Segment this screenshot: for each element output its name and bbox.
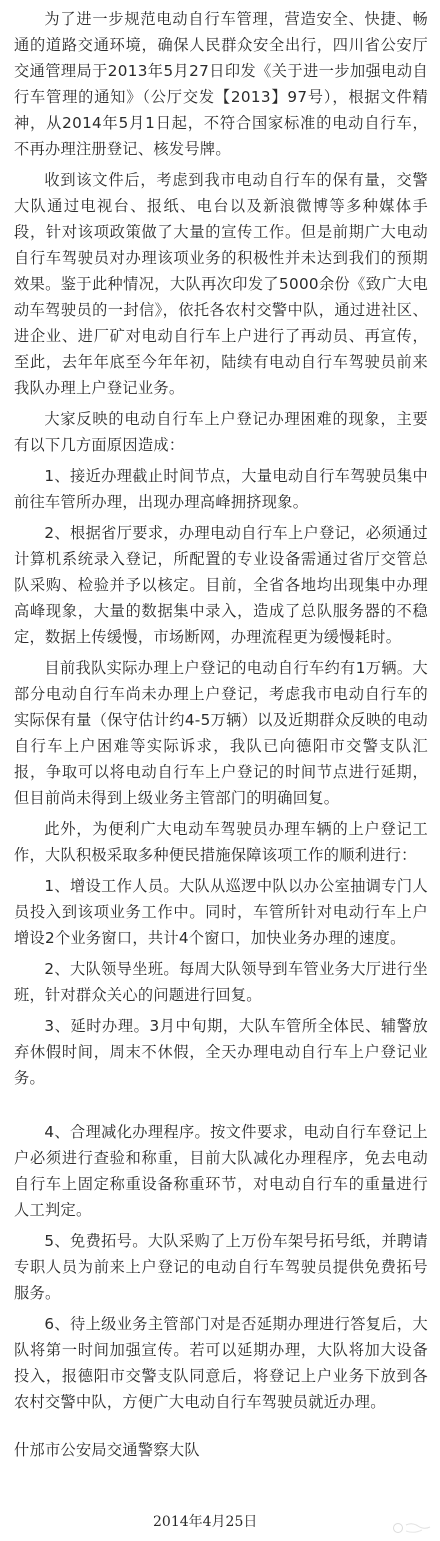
document-body bbox=[14, 6, 428, 1535]
paragraph-measure-5: 5、免费拓号。大队采购了上万份车架号拓号纸，并聘请专职人员为前来上户登记的电动自行车驾驶员提供免费拓号服务。 bbox=[14, 1232, 428, 1302]
watermark-icon bbox=[392, 1521, 432, 1535]
paragraph-reason-1: 1、接近办理截止时间节点，大量电动自行车驾驶员集中前往车管所办理，出现办理高峰拥挤现象。 bbox=[14, 467, 428, 511]
paragraph-reasons-intro: 大家反映的电动自行车上户登记办理困难的现象，主要有以下几方面原因造成： bbox=[14, 410, 428, 454]
blank-line bbox=[14, 1463, 428, 1509]
document-date: 2014年4月25日 bbox=[153, 1514, 258, 1530]
paragraph-intro: 为了进一步规范电动自行车管理，营造安全、快捷、畅通的道路交通环境，确保人民群众安全出行，四川省公安厅交通管理局于2013年5月27日印发《关于进一步加强电动自行车管理的通知》（公厅交发【2013】97号），根据文件精神，从2014年5月1日起，不符合国家标准的电动自行车，不再办理注册登记、核发号牌。 bbox=[14, 10, 428, 158]
paragraph-measure-1: 1、增设工作人员。大队从巡逻中队以办公室抽调专门人员投入到该项业务工作中。同时，车管所针对电动行车上户增设2个业务窗口，共计4个窗口，加快业务办理的速度。 bbox=[14, 877, 428, 947]
paragraph-status: 目前我队实际办理上户登记的电动自行车约有1万辆。大部分电动自行车尚未办理上户登记，考虑我市电动自行车的实际保有量（保守估计约4-5万辆）以及近期群众反映的电动自行车上户困难等实际诉求，我队已向德阳市交警支队汇报，争取可以将电动自行车上户登记的时间节点进行延期，但目前尚未得到上级业务主管部门的明确回复。 bbox=[14, 659, 428, 807]
paragraph-measure-3: 3、延时办理。3月中旬期，大队车管所全体民、辅警放弃休假时间，周末不休假，全天办理电动自行车上户登记业务。 bbox=[14, 1017, 428, 1087]
signature-organization: 什邡市公安局交通警察大队 bbox=[14, 1441, 200, 1459]
paragraph-reason-2: 2、根据省厅要求，办理电动自行车上户登记，必须通过计算机系统录入登记，所配置的专业设备需通过省厅交管总队采购、检验并予以核定。目前，全省各地均出现集中办理高峰现象，大量的数据集中录入，造成了总队服务器的不稳定，数据上传缓慢，市场断网，办理流程更为缓慢耗时。 bbox=[14, 524, 428, 646]
paragraph-measure-2: 2、大队领导坐班。每周大队领导到车管业务大厅进行坐班，针对群众关心的问题进行回复。 bbox=[14, 960, 428, 1004]
paragraph-publicity: 收到该文件后，考虑到我市电动自行车的保有量，交警大队通过电视台、报纸、电台以及新浪微博等多种媒体手段，针对该项政策做了大量的宣传工作。但是前期广大电动自行车驾驶员对办理该项业务的积极性并未达到我们的预期效果。鉴于此种情况，大队再次印发了5000余份《致广大电动车驾驶员的一封信》，依托各农村交警中队，通过进社区、进企业、进厂矿对电动自行车上户进行了再动员、再宣传，至此，去年年底至今年年初，陆续有电动自行车驾驶员前来我队办理上户登记业务。 bbox=[14, 171, 428, 397]
paragraph-measure-4: 4、合理减化办理程序。按文件要求，电动自行车登记上户必须进行查验和称重，目前大队减化办理程序，免去电动自行车上固定称重设备称重环节，对电动自行车的重量进行人工判定。 bbox=[14, 1123, 428, 1219]
paragraph-measure-6: 6、待上级业务主管部门对是否延期办理进行答复后，大队将第一时间加强宣传。若可以延期办理，大队将加大设备投入，报德阳市交警支队同意后，将登记上户业务下放到各农村交警中队，方便广大电动自行车驾驶员就近办理。 bbox=[14, 1315, 428, 1411]
paragraph-measures-intro: 此外，为便利广大电动车驾驶员办理车辆的上户登记工作，大队积极采取多种便民措施保障该项工作的顺利进行： bbox=[14, 820, 428, 864]
blank-line bbox=[14, 1091, 428, 1119]
blank-line bbox=[14, 1415, 428, 1437]
